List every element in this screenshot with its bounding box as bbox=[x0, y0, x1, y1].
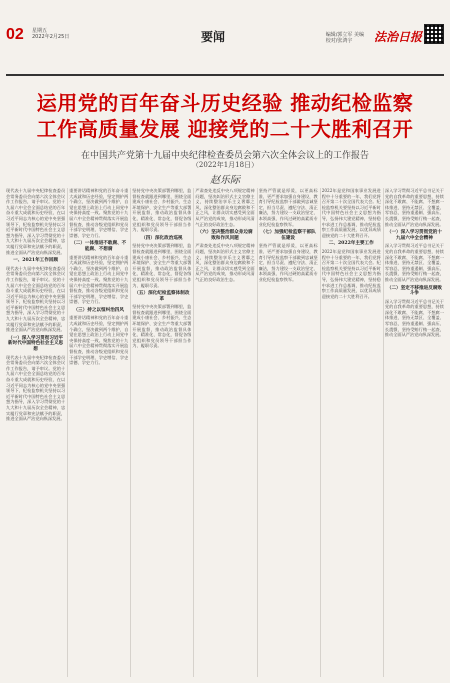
article-column bbox=[132, 188, 191, 677]
editor-line: 校对/张鸿宇 bbox=[325, 38, 353, 44]
column-text: 严肃查处违反中央八项规定精神问题，坚决纠治形式主义官僚主义，持续整治享乐主义奢靡之风，深化整治群众身边腐败和不正之风，让群众切实感受到全面从严治党的成效，推动形成风清气正的良好政治生态。 bbox=[195, 243, 255, 282]
article-column bbox=[69, 188, 128, 677]
column-subheading: （五）深化纪检监察体制改革 bbox=[134, 291, 190, 302]
article-column bbox=[385, 188, 444, 677]
column-text: 重要讲话精神和党的百年奋斗重大成就和历史经验，坚定拥护两个确立，坚决做到两个维护，自觉在思想上政治上行动上同党中央保持高度一致。聚焦党的十九届六中全会精神贯彻落实开展监督检查，推动各级党组织和党员干部学史明理、学史增信、学史崇德、学史力行。 bbox=[69, 188, 129, 238]
column-subheading: 一、2021年工作回顾 bbox=[13, 258, 59, 264]
article-column bbox=[322, 188, 381, 677]
column-divider bbox=[257, 188, 258, 677]
column-text: 坚持党中央决策部署到哪里，监督检查就跟进到哪里，围绕全面建成小康社会、乡村振兴、生态环境保护、安全生产等重大部署开展监督，推动政治监督具体化、精准化、常态化，督促各级党组织和党员领导干部担当作为、履职尽责。 bbox=[132, 243, 192, 288]
qr-code-icon bbox=[424, 24, 444, 44]
column-text: 重要讲话精神和党的百年奋斗重大成就和历史经验，坚定拥护两个确立，坚决做到两个维护，自觉在思想上政治上行动上同党中央保持高度一致。聚焦党的十九届六中全会精神贯彻落实开展监督检查，推动各级党组织和党员干部学史明理、学史增信、学史崇德、学史力行。 bbox=[69, 315, 129, 366]
column-divider bbox=[383, 188, 384, 677]
headline-line: 工作高质量发展 迎接党的二十大胜利召开 bbox=[36, 117, 414, 141]
article-body bbox=[6, 188, 444, 677]
column-divider bbox=[320, 188, 321, 677]
report-date: （2022年1月18日） bbox=[191, 161, 259, 169]
editor-line: 编辑/郭立军 美编 bbox=[325, 32, 364, 38]
article-column bbox=[6, 188, 65, 677]
newspaper-logo: 法治日报 bbox=[373, 30, 422, 44]
column-text: 现代表十九届中央纪律检查委员会常务委员会向第六次全体会议作工作报告，请予审议。党的十九届六中全会全面总结党的百年奋斗重大成就和历史经验，在以习近平同志为核心的党中央坚强领导下，纪检监察机关坚持以习近平新时代中国特色社会主义思想为指导，深入学习贯彻党的十九大和十九届历次全会精神，忠实履行党章和宪法赋予的职责，推进全面从严治党向纵深发展。 bbox=[6, 354, 66, 422]
column-subheading: （四）深化政治巡视 bbox=[141, 235, 183, 241]
column-text: 现代表十九届中央纪律检查委员会常务委员会向第六次全体会议作工作报告，请予审议。党的十九届六中全会全面总结党的百年奋斗重大成就和历史经验，在以习近平同志为核心的党中央坚强领导下，纪检监察机关坚持以习近平新时代中国特色社会主义思想为指导，深入学习贯彻党的十九大和十九届历次全会精神，忠实履行党章和宪法赋予的职责，推进全面从严治党向纵深发展。 bbox=[6, 265, 66, 333]
subtitle: 在中国共产党第十九届中央纪律检查委员会第六次全体会议上的工作报告 bbox=[80, 151, 369, 161]
column-subheading: （七）加强纪检监察干部队伍建设 bbox=[260, 230, 316, 241]
column-text: 坚持严管就是厚爱，以更高标准、更严要求加强自身建设，教育引导纪检监察干部做到忠诚坚定、担当尽责、遵纪守法、清正廉洁，努力建设一支政治坚定、本领高强、作风过硬的高素质专业化纪检监察铁军。 bbox=[258, 188, 318, 227]
column-text: 坚持严管就是厚爱，以更高标准、更严要求加强自身建设，教育引导纪检监察干部做到忠诚坚定、担当尽责、遵纪守法、清正廉洁，努力建设一支政治坚定、本领高强、作风过硬的高素质专业化纪检监察铁军。 bbox=[258, 243, 318, 282]
article-column bbox=[259, 188, 318, 677]
page-number: 02 bbox=[6, 26, 24, 43]
section-title: 要闻 bbox=[201, 30, 226, 44]
edition-info bbox=[32, 28, 69, 40]
column-subheading: （二）坚定不移推进反腐败斗争 bbox=[386, 285, 442, 297]
editor-info bbox=[326, 32, 364, 44]
column-text: 2022年是党和国家事业发展进程中十分重要的一年，我们党将召开第二十次全国代表大会。纪检监察机关要坚持以习近平新时代中国特色社会主义思想为指导，弘扬伟大建党精神，坚持稳中求进工作总基调，推动纪检监察工作高质量发展，以优异成绩迎接党的二十大胜利召开。 bbox=[321, 188, 381, 238]
headline-line: 运用党的百年奋斗历史经验 推动纪检监察 bbox=[36, 91, 414, 115]
column-text: 严肃查处违反中央八项规定精神问题，坚决纠治形式主义官僚主义，持续整治享乐主义奢靡之风，深化整治群众身边腐败和不正之风，让群众切实感受到全面从严治党的成效，推动形成风清气正的良好政治生态。 bbox=[195, 188, 255, 227]
column-text: 深入学习贯彻习近平总书记关于党的自我革命的重要思想，持续深化不敢腐、不能腐、不想腐一体推进，坚持无禁区、全覆盖、零容忍，坚持重遏制、强高压、长震慑，坚持受贿行贿一起查，推动全面从严治党向纵深发展。 bbox=[384, 188, 444, 227]
article-column bbox=[195, 188, 254, 677]
headline bbox=[0, 90, 450, 142]
column-text: 坚持党中央决策部署到哪里，监督检查就跟进到哪里，围绕全面建成小康社会、乡村振兴、生态环境保护、安全生产等重大部署开展监督，推动政治监督具体化、精准化、常态化，督促各级党组织和党员领导干部担当作为、履职尽责。 bbox=[132, 304, 192, 349]
edition-line: 星期五 bbox=[32, 28, 48, 34]
edition-line: 2022年2月25日 bbox=[32, 34, 70, 40]
column-text: 现代表十九届中央纪律检查委员会常务委员会向第六次全体会议作工作报告，请予审议。党的十九届六中全会全面总结党的百年奋斗重大成就和历史经验，在以习近平同志为核心的党中央坚强领导下，纪检监察机关坚持以习近平新时代中国特色社会主义思想为指导，深入学习贯彻党的十九大和十九届历次全会精神，忠实履行党章和宪法赋予的职责，推进全面从严治党向纵深发展。 bbox=[6, 188, 66, 255]
column-text: 坚持党中央决策部署到哪里，监督检查就跟进到哪里，围绕全面建成小康社会、乡村振兴、生态环境保护、安全生产等重大部署开展监督，推动政治监督具体化、精准化、常态化，督促各级党组织和党员领导干部担当作为、履职尽责。 bbox=[132, 188, 192, 233]
column-subheading: 二、2022年主要工作 bbox=[328, 241, 374, 247]
column-divider bbox=[130, 188, 131, 677]
column-divider bbox=[193, 188, 194, 677]
column-subheading: （三）持之以恒纠治四风 bbox=[73, 307, 124, 313]
column-subheading: （一）深入学习贯彻党的十九届六中全会精神 bbox=[386, 230, 442, 241]
column-text: 重要讲话精神和党的百年奋斗重大成就和历史经验，坚定拥护两个确立，坚决做到两个维护，自觉在思想上政治上行动上同党中央保持高度一致。聚焦党的十九届六中全会精神贯彻落实开展监督检查，推动各级党组织和党员干部学史明理、学史增信、学史崇德、学史力行。 bbox=[69, 254, 129, 305]
column-text: 深入学习贯彻习近平总书记关于党的自我革命的重要思想，持续深化不敢腐、不能腐、不想腐一体推进，坚持无禁区、全覆盖、零容忍，坚持重遏制、强高压、长震慑，坚持受贿行贿一起查，推动全面从严治党向纵深发展。 bbox=[384, 243, 444, 282]
column-text: 深入学习贯彻习近平总书记关于党的自我革命的重要思想，持续深化不敢腐、不能腐、不想腐一体推进，坚持无禁区、全覆盖、零容忍，坚持重遏制、强高压、长震慑，坚持受贿行贿一起查，推动全面从严治党向纵深发展。 bbox=[384, 298, 444, 338]
column-divider bbox=[67, 188, 68, 677]
column-subheading: （六）坚决整治群众身边腐败和作风问题 bbox=[197, 230, 253, 241]
column-subheading: （二）一体推进不敢腐、不能腐、不想腐 bbox=[71, 241, 127, 252]
column-text: 2022年是党和国家事业发展进程中十分重要的一年，我们党将召开第二十次全国代表大会。纪检监察机关要坚持以习近平新时代中国特色社会主义思想为指导，弘扬伟大建党精神，坚持稳中求进工作总基调，推动纪检监察工作高质量发展，以优异成绩迎接党的二十大胜利召开。 bbox=[321, 248, 381, 299]
author: 赵乐际 bbox=[210, 175, 240, 186]
masthead bbox=[6, 20, 444, 76]
column-subheading: （一）深入学习贯彻习近平新时代中国特色社会主义思想 bbox=[8, 335, 64, 353]
